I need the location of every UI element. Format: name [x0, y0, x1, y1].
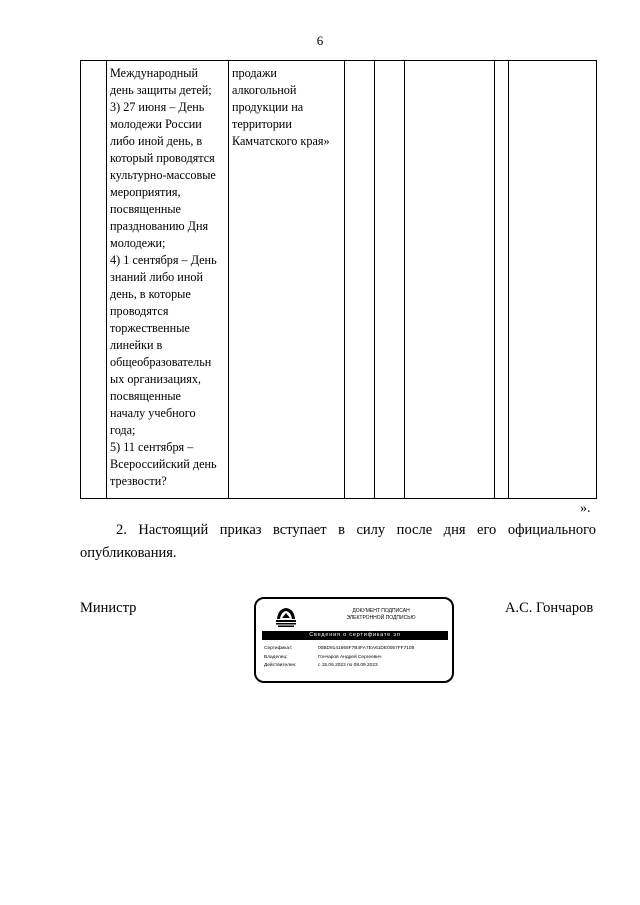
table-cell-description: продажи алкогольной продукции на территории Камчатского края»	[229, 61, 345, 499]
table-cell	[509, 61, 597, 499]
stamp-row-owner: Владелец: Гончаров Андрей Сергеевич	[264, 654, 382, 660]
table-cell-holidays: Международный день защиты детей; 3) 27 июня – День молодежи России либо иной день, в который проводятся культурно-массовые мероприятия, посвященные празднованию Дня молодежи; 4) 1 сентября – День знаний либо иной день, в которые проводятся торжественные линейки в общеобразовательн ых организациях, посвященные началу учебного года; 5) 11 сентября – Всероссийский день трезвости?	[107, 61, 229, 499]
table-cell	[495, 61, 509, 499]
table-cell	[405, 61, 495, 499]
stamp-certificate-bar: Сведения о сертификате эп	[262, 631, 448, 640]
table-cell	[345, 61, 375, 499]
signatory-name: А.С. Гончаров	[505, 600, 594, 616]
stamp-details	[264, 645, 450, 671]
table-cell	[375, 61, 405, 499]
paragraph-effective-date: 2. Настоящий приказ вступает в силу после дня его официального опубликования.	[80, 522, 596, 561]
page-number: 6	[316, 33, 324, 48]
stamp-header: ДОКУМЕНТ ПОДПИСАН ЭЛЕКТРОННОЙ ПОДПИСЬЮ	[346, 608, 416, 621]
document-table	[80, 60, 597, 499]
table-cell-number	[81, 61, 107, 499]
signatory-position: Министр	[80, 600, 137, 616]
coat-of-arms-icon	[274, 606, 298, 628]
electronic-signature-stamp	[254, 597, 454, 683]
stamp-row-validity: Действителен: с 15.06.2022 по 08.09.2023	[264, 663, 378, 668]
table-row	[81, 61, 597, 499]
stamp-row-certificate: Сертификат: 00BD9141565F7B4FA7EA61DE0057FF7108	[264, 646, 415, 651]
closing-quote: ».	[580, 501, 591, 516]
